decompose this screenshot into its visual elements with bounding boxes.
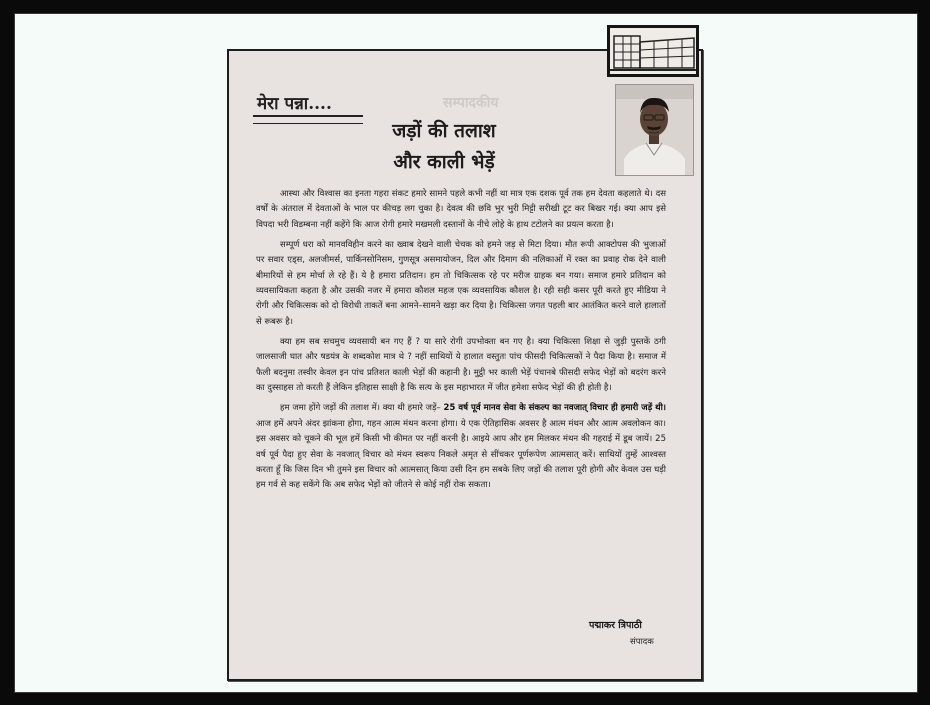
author-photo — [615, 84, 694, 176]
building-illustration — [607, 25, 699, 77]
paragraph-4-bold: 25 वर्ष पूर्व मानव सेवा के संकल्प का नवजात् विचार ही हमारी जड़ें थी। — [443, 403, 666, 414]
author-name: पद्माकर त्रिपाठी — [589, 620, 642, 631]
author-role: संपादक — [630, 637, 654, 647]
paragraph-2: सम्पूर्ण धरा को मानवविहीन करने का ख्वाब देखने वाली चेचक को हमने जड़ से मिटा दिया। मौत रूपी आक्टोपस की भुजाओं पर सवार एड्स, अलजीमर्स, पार्किनसोनिसम, गुणसूत्र असमायोजन, दिल और दिमाग की नलिकाओं में रक्त का प्रवाह रोक देने वाली बीमारियों से हम मोर्चा ले रहे हैं। ये है हमारा प्रतिदान। हम तो चिकित्सक रहे पर मरीज ग्राहक बन गया। समाज हमारे प्रतिदान को व्यवसायिकता कहता है और उसकी नजर में हमारा कौशल महज एक व्यवसायिक कौशल है। रही सही कसर पूरी करते हुए मीडिया ने रोगी और चिकित्सक को दो विरोधी ताकतें बना आमने–सामने खड़ा कर दिया है। चिकित्सा जगत पहली बार आतंकित करने वाले हालातों से रूबरू है। — [256, 240, 666, 327]
paragraph-4-part-b: आज हमें अपने अंदर झांकना होगा, गहन आत्म मंथन करना होगा। ये एक ऐतिहासिक अवसर है आत्म मंथन और आत्म अवलोकन का। इस अवसर को चूकने की भूल हमें किसी भी कीमत पर नहीं करनी है। आइये आप और हम मिलकर मंथन की गहराई में डूब जायें। 25 वर्ष पूर्व पैदा हुए सेवा के नवजात् विचार को मंथन स्वरूप निकले अमृत से सींचकर पूर्णरूपेण आत्मसात् करें। साथियों तुम्हें आश्वस्त करता हूँ कि जिस दिन भी तुमने इस विचार को आत्मसात् किया उसी दिन हम सबके लिए जड़ों की तलाश पूरी होगी और केवल उस घड़ी हम गर्व से कह सकेंगे कि अब सफेद भेड़ों को जीतने से कोई नहीं रोक सकता। — [256, 418, 666, 491]
magazine-page — [227, 49, 703, 681]
article-body — [256, 187, 666, 499]
paragraph-1: आस्था और विश्वास का इनता गहरा संकट हमारे सामने पहले कभी नहीं था मात्र एक दशक पूर्व तक हम देवता कहलाते थे। दस वर्षों के अंतराल में देवताओं के भाल पर कीचड़ लग चुका है। देवत्व की छवि भुर भुरी मिट्टी सरीखी टूट कर बिखर गई। क्या आप इसे विपदा भरी विडम्बना नहीं कहेंगे कि आज रोगी हमारे मखमली दस्तानों के नीचे लोहे के हाथ टटोलने का प्रयत्न करता है। — [256, 189, 666, 230]
paragraph-4 — [256, 401, 666, 493]
section-title: मेरा पन्ना.... — [257, 94, 332, 114]
watermark-text: सम्पादकीय — [443, 95, 499, 111]
headline-line-1: जड़ों की तलाश — [392, 120, 496, 142]
portrait-image — [616, 85, 693, 175]
headline-line-2: और काली भेड़ें — [393, 151, 495, 173]
paragraph-3: क्या हम सब सचमुच व्यवसायी बन गए हैं ? या सारे रोगी उपभोक्ता बन गए है। क्या चिकित्सा शिक्षा से जुड़ी पुस्तकें ठगी जालसाजी घात और षडयंत्र के शब्दकोश मात्र थे ? नहीं साथियों ये हालात वस्तुतः पांच फीसदी चिकित्सकों ने पैदा किया है। समाज में फैली बदनुमा तस्वीर केवल इन पांच प्रतिशत काली भेड़ों की कहानी है। मुट्ठी भर काली भेड़ें पंचानबे फीसदी सफेद भेड़ों को बदरंग करने का दुस्साहस तो करती हैं लेकिन इतिहास साक्षी है कि सत्य के इस महाभारत में जीत हमेशा सफेद भेड़ों की ही होती है। — [256, 337, 666, 394]
building-icon — [610, 28, 696, 74]
paragraph-4-part-a: हम जमा होंगे जड़ों की तलाश में। क्या थी हमारे जड़ें– — [280, 403, 441, 414]
